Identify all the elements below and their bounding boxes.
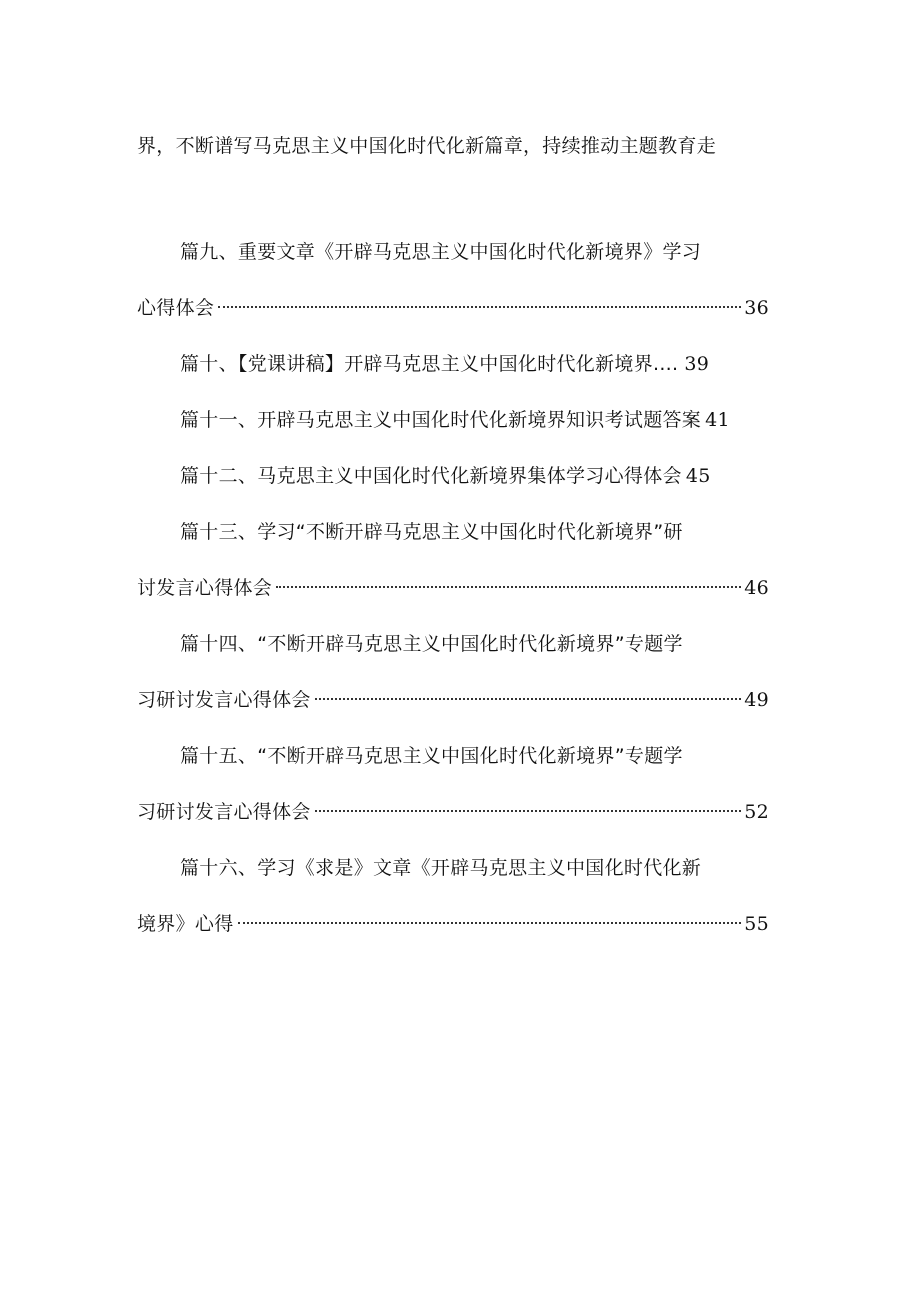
toc-entry-12[interactable] xyxy=(180,462,711,490)
toc-entry-13-page: 46 xyxy=(744,577,769,599)
dot-leader xyxy=(276,586,741,588)
dot-leader xyxy=(218,306,741,308)
toc-entry-11-page: 41 xyxy=(705,409,730,431)
toc-entry-9-continuation[interactable] xyxy=(137,294,769,322)
toc-entry-16-continuation[interactable] xyxy=(137,910,769,938)
toc-entry-11[interactable] xyxy=(180,406,730,434)
toc-entry-12-title: 篇十二、马克思主义中国化时代化新境界集体学习心得体会 xyxy=(180,465,682,487)
toc-entry-9-title[interactable]: 篇九、重要文章《开辟马克思主义中国化时代化新境界》学习 xyxy=(180,241,702,263)
toc-entry-11-title: 篇十一、开辟马克思主义中国化时代化新境界知识考试题答案 xyxy=(180,409,702,431)
toc-entry-14-title[interactable]: 篇十四、“不断开辟马克思主义中国化时代化新境界”专题学 xyxy=(180,633,683,655)
toc-entry-16-page: 55 xyxy=(744,913,769,935)
dot-leader xyxy=(315,810,742,812)
toc-entry-15-page: 52 xyxy=(744,801,769,823)
toc-entry-10-page: 39 xyxy=(684,353,710,375)
toc-entry-15-title[interactable]: 篇十五、“不断开辟马克思主义中国化时代化新境界”专题学 xyxy=(180,745,683,767)
toc-entry-12-page: 45 xyxy=(685,465,711,487)
toc-entry-9-title-rest: 心得体会 xyxy=(137,297,215,319)
toc-entry-16-title-rest: 境界》心得 xyxy=(137,913,234,935)
toc-entry-14-continuation[interactable] xyxy=(137,686,769,714)
toc-entry-13-title[interactable]: 篇十三、学习“不断开辟马克思主义中国化时代化新境界”研 xyxy=(180,521,683,543)
toc-entry-13-title-rest: 讨发言心得体会 xyxy=(137,577,273,599)
toc-entry-14-page: 49 xyxy=(744,689,769,711)
intro-text-line: 界，不断谱写马克思主义中国化时代化新篇章，持续推动主题教育走 xyxy=(137,135,717,157)
dot-leader xyxy=(238,922,742,924)
toc-entry-10[interactable] xyxy=(180,350,709,378)
toc-entry-13-continuation[interactable] xyxy=(137,574,769,602)
toc-entry-14-title-rest: 习研讨发言心得体会 xyxy=(137,689,311,711)
toc-entry-16-title[interactable]: 篇十六、学习《求是》文章《开辟马克思主义中国化时代化新 xyxy=(180,857,702,879)
toc-entry-10-title: 篇十、【党课讲稿】开辟马克思主义中国化时代化新境界.... xyxy=(180,353,679,375)
dot-leader xyxy=(315,698,742,700)
toc-entry-15-title-rest: 习研讨发言心得体会 xyxy=(137,801,311,823)
toc-entry-9-page: 36 xyxy=(744,297,769,319)
toc-entry-15-continuation[interactable] xyxy=(137,798,769,826)
